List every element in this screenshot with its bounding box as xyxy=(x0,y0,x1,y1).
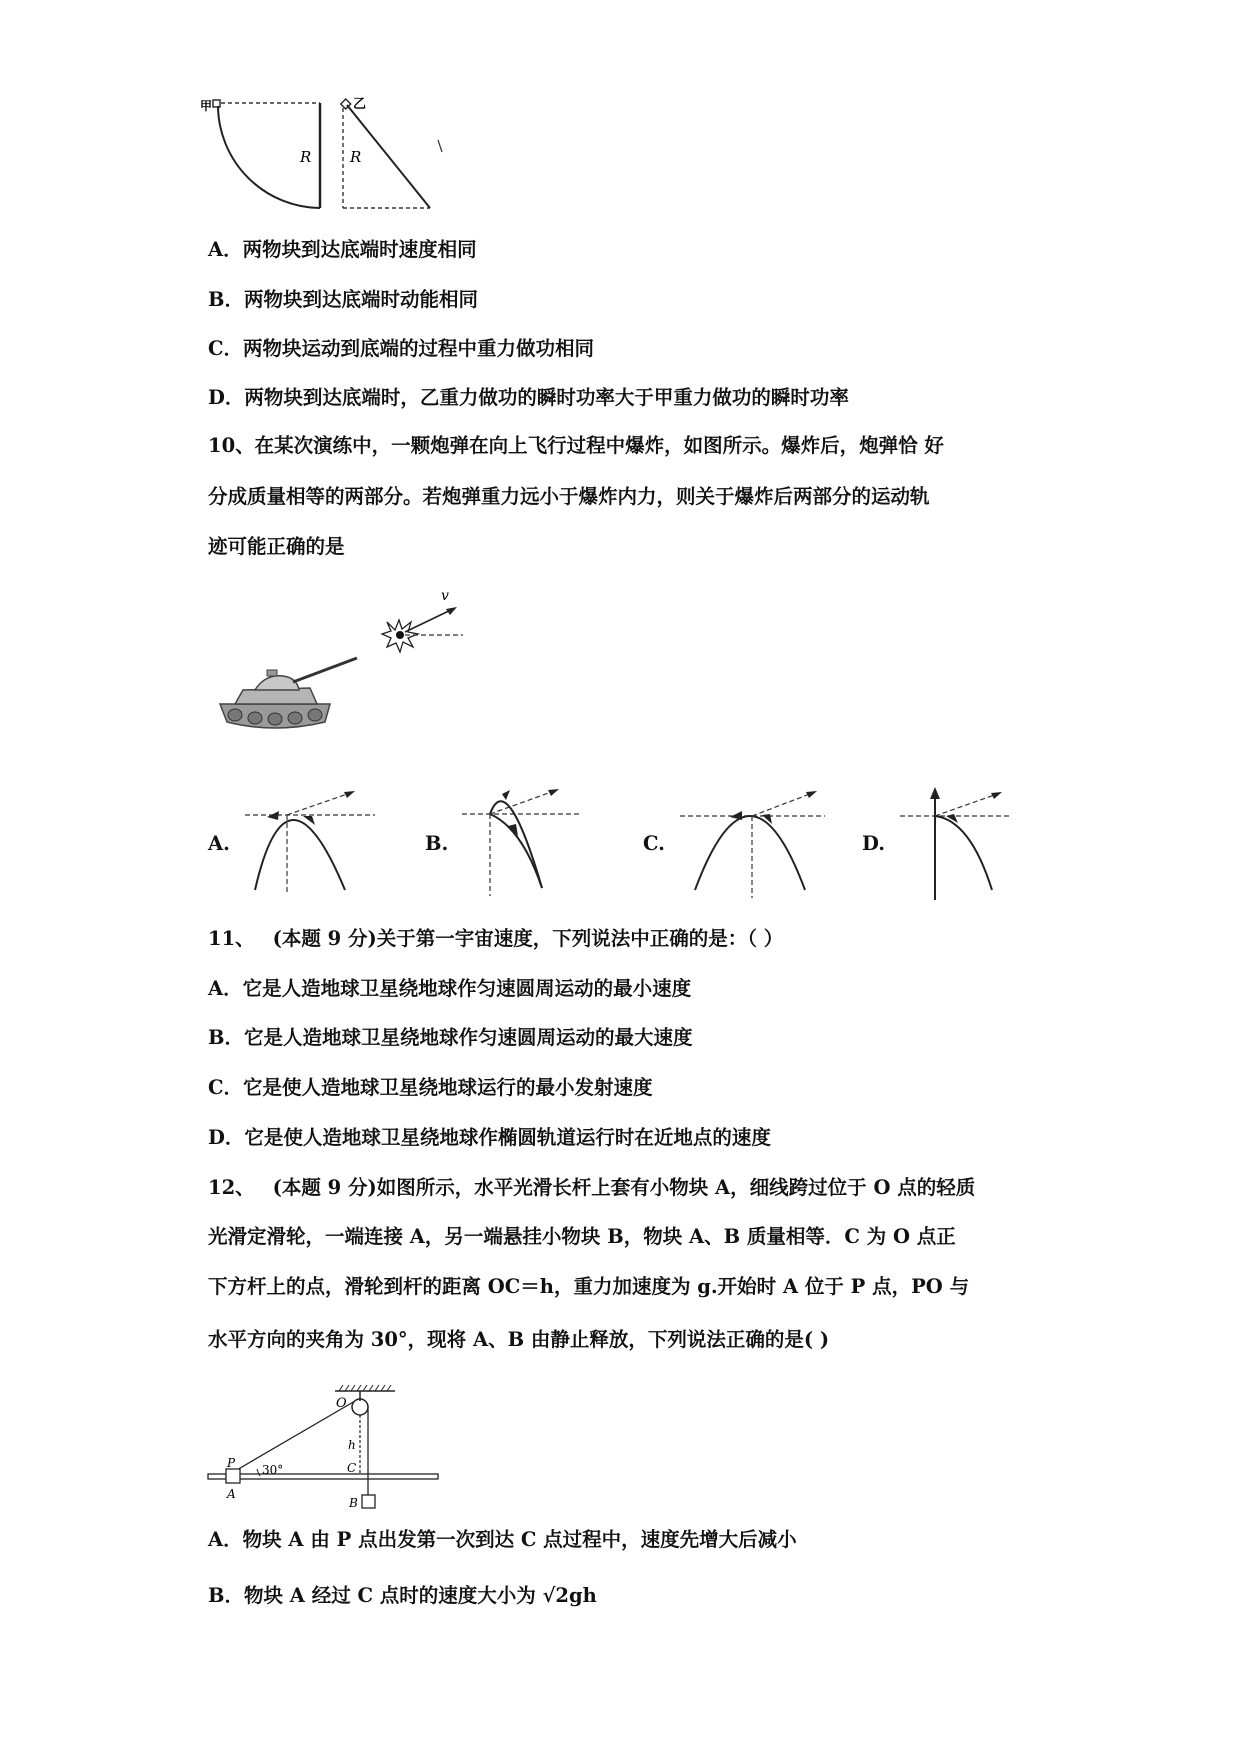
q10-line-3: 迹可能正确的是 xyxy=(208,535,345,558)
option-letter: C． xyxy=(208,1076,244,1099)
label-jia: 甲 xyxy=(200,99,213,113)
option-letter: A． xyxy=(208,238,243,261)
label-c: C xyxy=(347,1461,357,1475)
question-text: (本题 9 分)如图所示，水平光滑长杆上套有小物块 A，细线跨过位于 O 点的轻质 xyxy=(272,1176,976,1199)
q9-figure xyxy=(200,97,450,215)
q12-stem-line-3: 下方杆上的点，滑轮到杆的距离 OC＝h，重力加速度为 g.开始时 A 位于 P 点，PO 与 xyxy=(208,1275,970,1298)
rod xyxy=(208,1474,438,1479)
label-o: O xyxy=(336,1396,347,1411)
option-text: 两物块到达底端时，乙重力做功的瞬时功率大于甲重力做功的瞬时功率 xyxy=(244,386,849,409)
block-jia xyxy=(213,100,220,107)
option-text: 它是使人造地球卫星绕地球运行的最小发射速度 xyxy=(243,1076,653,1099)
q10-choice-c-diagram xyxy=(680,790,830,900)
q10-tank-figure xyxy=(215,588,475,737)
option-letter: D． xyxy=(208,386,245,409)
option-text: 物块 A 经过 C 点时的速度大小为 √2gh xyxy=(243,1584,597,1607)
q10-line-1: 10、在某次演练中，一颗炮弹在向上飞行过程中爆炸，如图所示。爆炸后，炮弹恰 好 xyxy=(208,434,944,457)
option-letter: D． xyxy=(208,1126,245,1149)
option-text: 物块 A 由 P 点出发第一次到达 C 点过程中，速度先增大后减小 xyxy=(242,1528,797,1551)
label-angle: 30° xyxy=(262,1463,284,1477)
option-letter: A． xyxy=(208,1528,243,1551)
q11-option-c xyxy=(208,1074,653,1102)
option-text: 两物块运动到底端的过程中重力做功相同 xyxy=(243,337,595,360)
velocity-label: v xyxy=(441,588,449,604)
q10-choice-a-diagram xyxy=(245,790,380,900)
question-text: (本题 9 分)关于第一宇宙速度，下列说法中正确的是：（ ） xyxy=(272,927,784,950)
option-letter: B． xyxy=(208,1584,244,1607)
option-text: 两物块到达底端时速度相同 xyxy=(242,238,477,261)
q9-option-b xyxy=(208,286,478,314)
label-a: A xyxy=(227,1487,236,1501)
q9-option-c xyxy=(208,335,594,363)
q12-pulley-figure xyxy=(205,1385,455,1510)
q11-option-b xyxy=(208,1024,693,1052)
explosion-icon xyxy=(382,620,418,652)
q12-stem-line-1 xyxy=(208,1174,975,1202)
option-letter: A． xyxy=(208,977,243,1000)
label-b: B xyxy=(349,1496,358,1510)
q9-option-d xyxy=(208,384,849,412)
q10-line-2: 分成质量相等的两部分。若炮弹重力远小于爆炸内力，则关于爆炸后两部分的运动轨 xyxy=(208,485,930,508)
q10-choice-d-diagram xyxy=(900,785,1020,905)
q11-option-a xyxy=(208,975,691,1003)
option-text: 它是人造地球卫星绕地球作匀速圆周运动的最大速度 xyxy=(243,1026,693,1049)
q12-stem-line-2: 光滑定滑轮，一端连接 A，另一端悬挂小物块 B，物块 A、B 质量相等．C 为 O 点正 xyxy=(208,1225,956,1248)
label-p: P xyxy=(227,1456,236,1470)
option-text: 它是使人造地球卫星绕地球作椭圆轨道运行时在近地点的速度 xyxy=(244,1126,771,1149)
q11-stem xyxy=(208,925,783,953)
label-r-right: R xyxy=(350,148,362,166)
q12-stem-line-4: 水平方向的夹角为 30°，现将 A、B 由静止释放，下列说法正确的是( ) xyxy=(208,1328,830,1351)
q10-choice-b-label: B. xyxy=(425,832,449,855)
q10-choice-d-label: D. xyxy=(862,832,886,855)
q12-option-b xyxy=(208,1582,597,1610)
q10-choice-a-label: A. xyxy=(208,832,230,855)
option-text: 它是人造地球卫星绕地球作匀速圆周运动的最小速度 xyxy=(242,977,692,1000)
block-a xyxy=(226,1469,240,1483)
option-letter: B． xyxy=(208,1026,244,1049)
label-r-left: R xyxy=(300,148,312,166)
block-b xyxy=(362,1495,375,1508)
option-letter: B． xyxy=(208,288,244,311)
option-text: 两物块到达底端时动能相同 xyxy=(243,288,478,311)
q12-option-a xyxy=(208,1526,797,1554)
q10-choice-b-diagram xyxy=(462,788,597,898)
q10-choice-c-label: C. xyxy=(643,832,665,855)
q9-option-a xyxy=(208,236,477,264)
tank-icon xyxy=(220,658,357,728)
label-yi: 乙 xyxy=(353,97,367,112)
q11-option-d xyxy=(208,1124,771,1152)
option-letter: C． xyxy=(208,337,244,360)
question-number: 12、 xyxy=(208,1176,255,1199)
label-h: h xyxy=(348,1438,356,1452)
question-number: 11、 xyxy=(208,927,255,950)
